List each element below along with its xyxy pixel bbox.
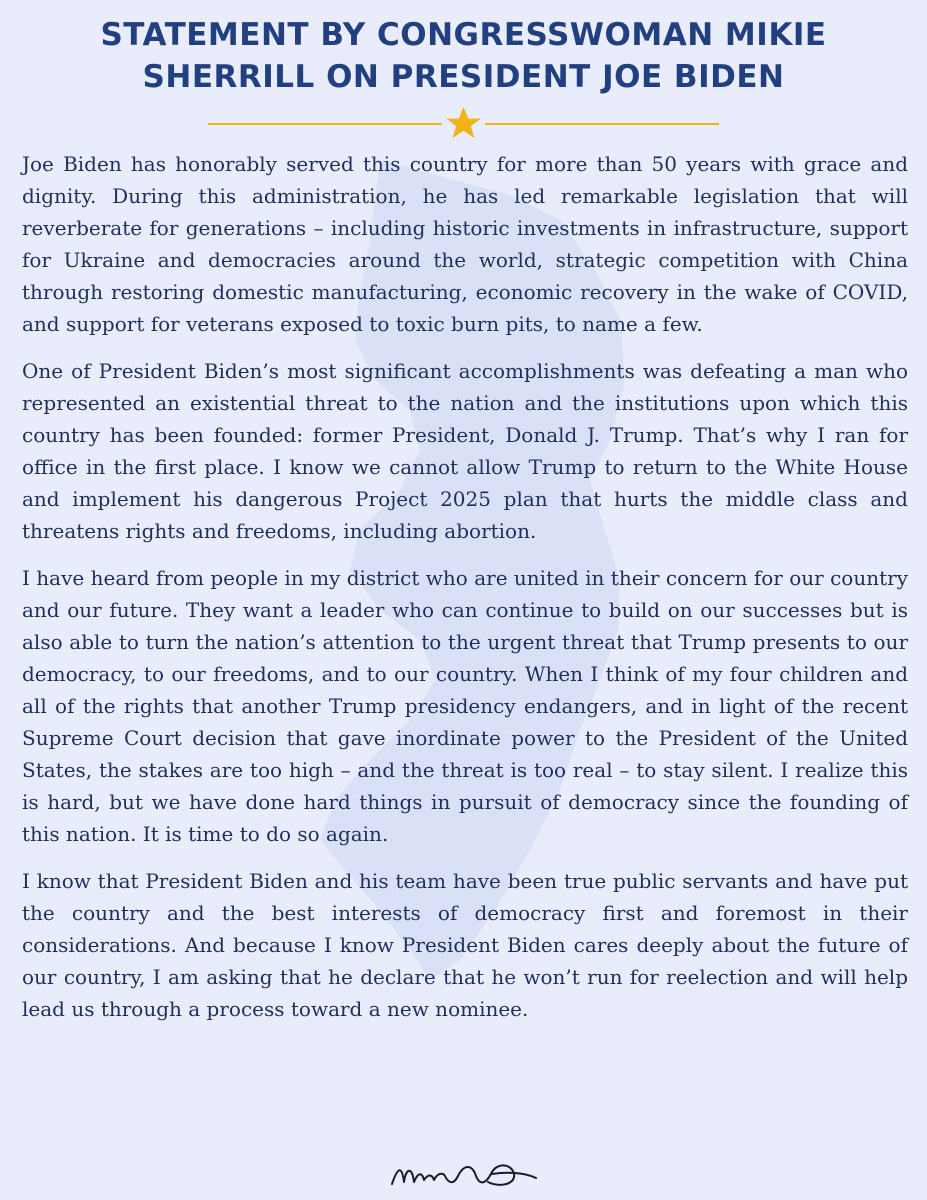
paragraph-3: I have heard from people in my district who are united in their concern for our country and our future. They want a leader who can continue to build on our successes but is also able to turn the nation’s attention to the urgent threat that Trump presents to our democracy, to our freedoms, and to our country. When I think of my four children and all of the rights that another Trump presidency endangers, and in light of the recent Supreme Court decision that gave inordinate power to the President of the United States, the stakes are too high – and the threat is too real – to stay silent. I realize this is hard, but we have done hard things in pursuit of democracy since the founding of this nation. It is time to do so again. <box>22 566 908 846</box>
statement-body <box>22 148 908 1040</box>
star-icon <box>446 107 480 138</box>
paragraph-2: One of President Biden’s most significant accomplishments was defeating a man who represented an existential threat to the nation and the institutions upon which this country has been founded: former President, Donald J. Trump. That’s why I ran for office in the first place. I know we cannot allow Trump to return to the White House and implement his dangerous Project 2025 plan that hurts the middle class and threatens rights and freedoms, including abortion. <box>22 359 908 543</box>
title-divider <box>208 106 719 140</box>
title-line-2: SHERRILL ON PRESIDENT JOE BIDEN <box>142 59 785 95</box>
signature <box>388 1158 540 1194</box>
paragraph-4: I know that President Biden and his team have been true public servants and have put the country and the best interests of democracy first and foremost in their considerations. And because I know President Biden cares deeply about the future of our country, I am asking that he declare that he won’t run for reelection and will help lead us through a process toward a new nominee. <box>22 869 908 1021</box>
statement-title <box>0 14 927 98</box>
paragraph-1: Joe Biden has honorably served this country for more than 50 years with grace and dignity. During this administration, he has led remarkable legislation that will reverberate for generations – including historic investments in infrastructure, support for Ukraine and democracies around the world, strategic competition with China through restoring domestic manufacturing, economic recovery in the wake of COVID, and support for veterans exposed to toxic burn pits, to name a few. <box>22 152 908 336</box>
signature-stroke <box>392 1165 536 1184</box>
title-line-1: STATEMENT BY CONGRESSWOMAN MIKIE <box>100 17 827 53</box>
